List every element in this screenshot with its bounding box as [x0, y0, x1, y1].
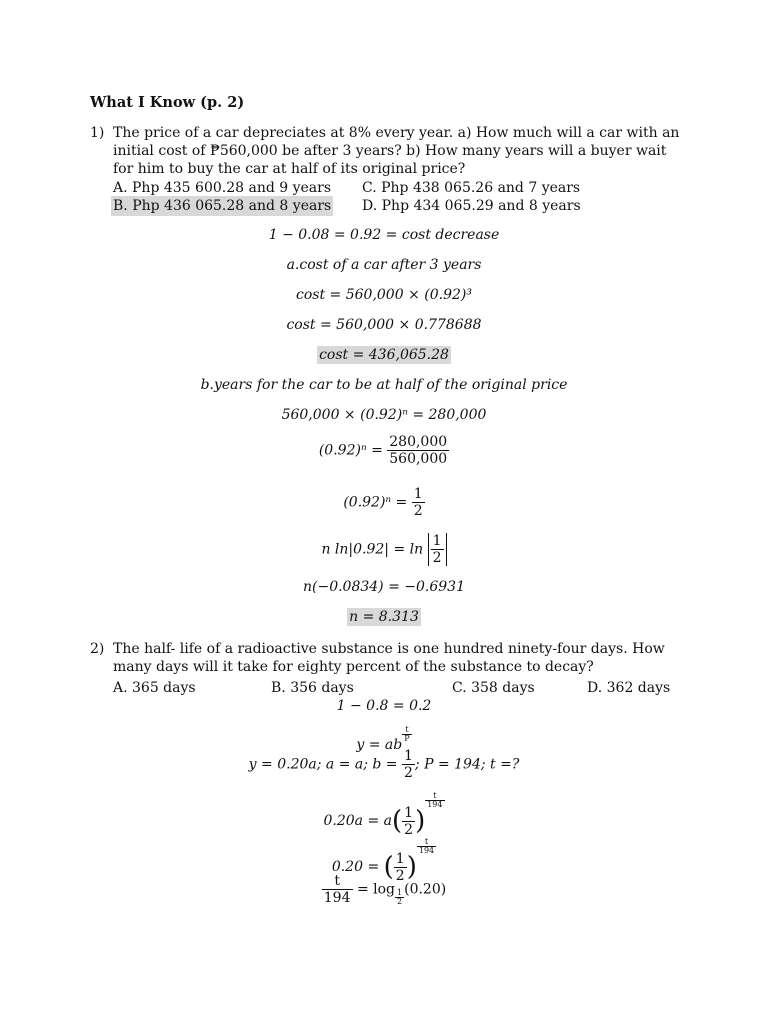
q2-option-c: C. 358 days [452, 680, 535, 696]
q1-eq-numeric [0, 579, 768, 595]
fraction: $\frac{280,000}{560,000}$ [389, 434, 448, 467]
exponent-fraction: $\frac{t}{P}$ [404, 725, 410, 743]
eq-text: (0.92)ⁿ = [318, 442, 383, 459]
q1-part-a-label [0, 257, 768, 273]
q1-eq-cost-product [0, 317, 768, 333]
q1-option-a: A. Php 435 600.28 and 9 years [113, 180, 332, 196]
q1-eq-ratio [0, 434, 768, 467]
q1-eq-half [0, 486, 768, 519]
q1-option-c: C. Php 438 065.26 and 7 years [362, 180, 581, 196]
eq-text: 0.20a = a [323, 813, 392, 829]
q1-part-b-label [0, 377, 768, 393]
eq-text: cost = 560,000 × 0.778688 [286, 317, 482, 333]
q2-text: The half- life of a radioactive substance is one hundred ninety-four days. How many days will it take for eighty percent of the substance to decay? [113, 641, 665, 675]
eq-text: ; P = 194; t =? [414, 756, 520, 773]
exponent-fraction: $\frac{t}{194}$ [418, 837, 435, 855]
q2-eq-simplified: 0.20 = ( $\frac{1}{2}$ ) $\frac{t}{194}$ [331, 837, 435, 884]
fraction: $\frac{1}{2}$ [403, 748, 413, 781]
q1-eq-log [0, 533, 768, 566]
fraction: $\frac{1}{2}$ [413, 486, 423, 519]
q1-option-d: D. Php 434 065.29 and 8 years [362, 198, 581, 214]
log-base-fraction: $\frac{1}{2}$ [397, 887, 403, 906]
eq-text: (0.92)ⁿ = [343, 494, 408, 511]
q1-eq-cost-decrease [0, 227, 768, 243]
eq-text: n(−0.0834) = −0.6931 [302, 579, 465, 595]
q2-option-d: D. 362 days [587, 680, 671, 696]
q2-number: 2) [90, 641, 105, 657]
eq-text: 1 − 0.8 = 0.2 [336, 698, 432, 714]
eq-text: n ln|0.92| = ln [321, 541, 424, 558]
eq-text: 1 − 0.08 = 0.92 = cost decrease [268, 227, 500, 243]
fraction: $\frac{t}{194}$ [323, 873, 351, 906]
fraction: $\frac{1}{2}$ [395, 850, 405, 884]
eq-text: a.cost of a car after 3 years [286, 257, 482, 273]
eq-text: = log [356, 881, 396, 898]
eq-text: 0.20 = [331, 859, 380, 875]
q2-eq-givens [0, 748, 768, 781]
q2-option-b: B. 356 days [271, 680, 354, 696]
q2-eq-substituted: 0.20a = a( $\frac{1}{2}$ ) $\frac{t}{194}$ [323, 791, 443, 838]
q2-eq-log [0, 873, 768, 906]
q2-eq-remaining [0, 698, 768, 714]
fraction: $\frac{1}{2}$ [404, 804, 414, 838]
exponent-fraction: $\frac{t}{194}$ [427, 791, 443, 809]
q2-option-a: A. 365 days [113, 680, 196, 696]
eq-text: b.years for the car to be at half of the original price [200, 377, 568, 393]
absolute-value [428, 533, 447, 566]
q1-text: The price of a car depreciates at 8% every year. a) How much will a car with an initial cost of ₱560,000 be after 3 years? b) How many years will a buyer wait for him to buy the car at half of its original price? [113, 125, 680, 177]
eq-text: (0.20) [404, 881, 447, 898]
q1-eq-half-price [0, 407, 768, 423]
eq-text: y = 0.20a; a = a; b = [248, 756, 398, 773]
eq-text: cost = 560,000 × (0.92)³ [296, 287, 472, 303]
eq-text: 560,000 × (0.92)ⁿ = 280,000 [281, 407, 487, 423]
eq-text: n = 8.313 [349, 609, 419, 625]
q1-eq-cost-formula [0, 287, 768, 303]
fraction: $\frac{1}{2}$ [432, 533, 442, 566]
eq-text: cost = 436,065.28 [319, 347, 449, 363]
q1-option-b-highlighted: B. Php 436 065.28 and 8 years [113, 198, 332, 214]
q1-number: 1) [90, 125, 105, 141]
eq-text: y = ab [356, 737, 403, 753]
q1-eq-cost-result [0, 347, 768, 363]
q1-eq-answer [0, 609, 768, 625]
section-title: What I Know (p. 2) [90, 94, 245, 111]
